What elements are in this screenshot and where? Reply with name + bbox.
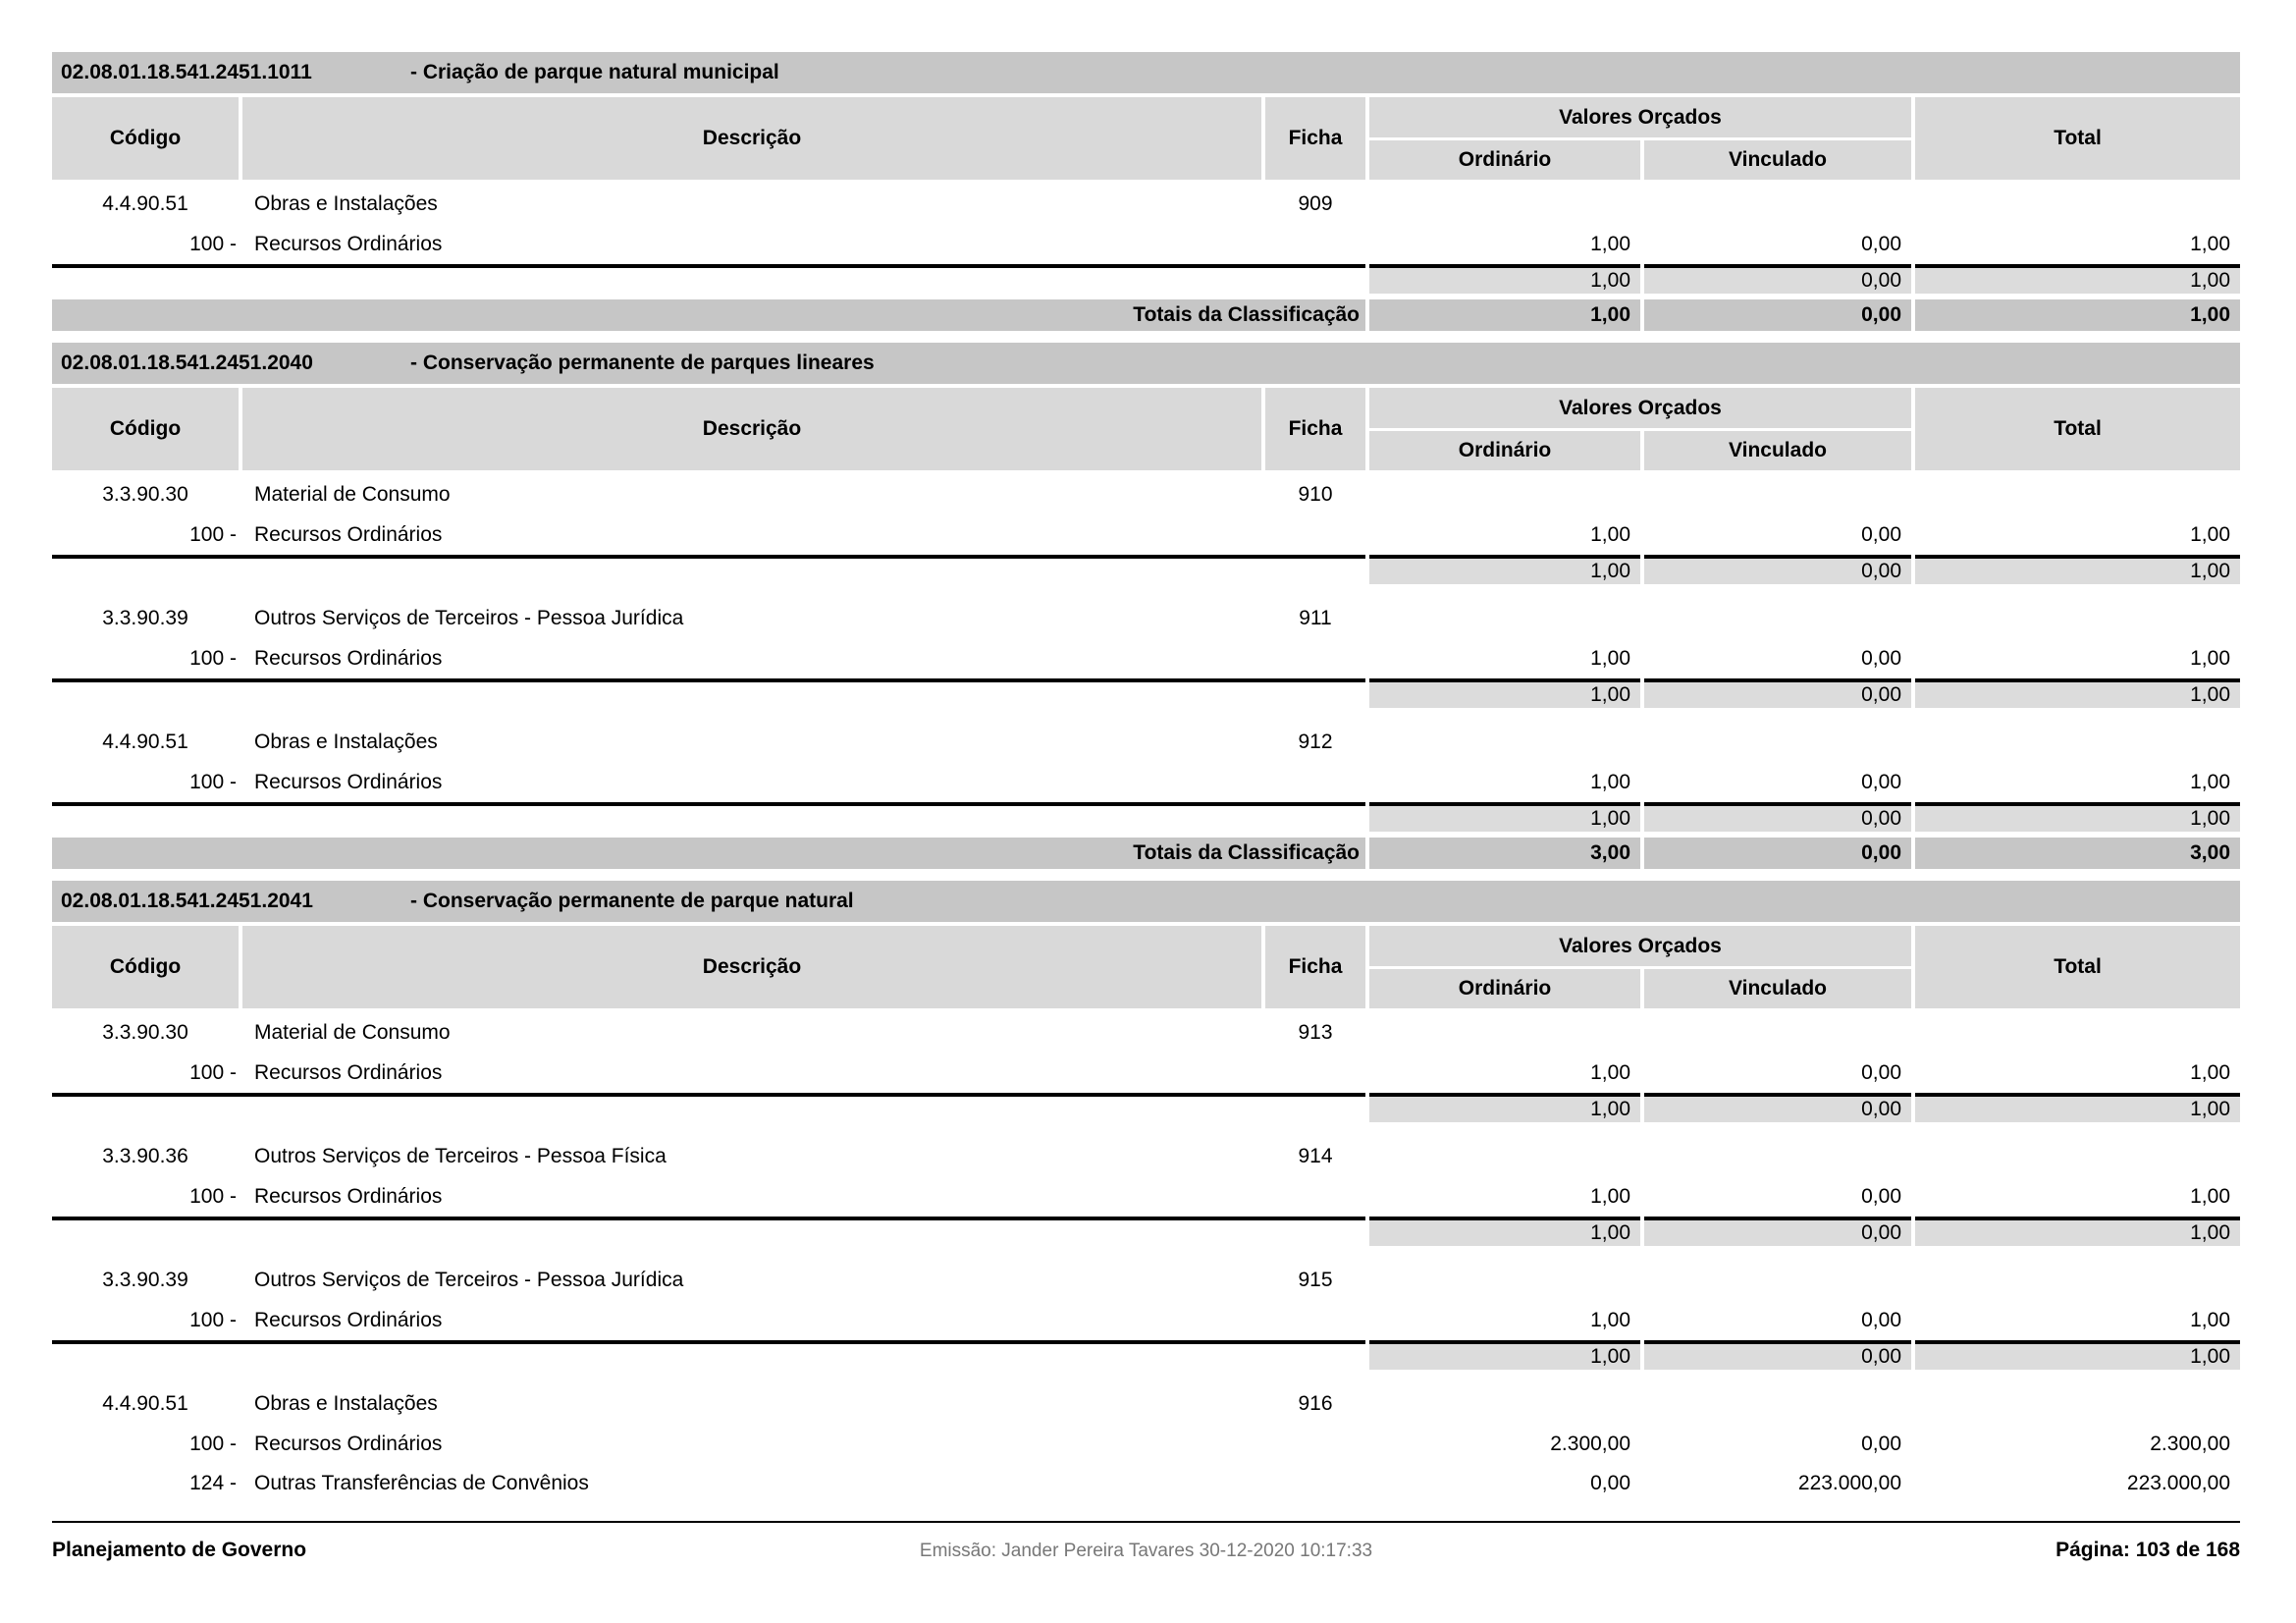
resource-row [52,1177,2240,1217]
column-header-valores-orcados: Valores Orçados [1369,388,1911,428]
expense-code: 3.3.90.30 [102,1021,188,1044]
column-header-codigo: Código [52,97,239,180]
subtotal-ordinario-value: 1,00 [1369,1340,1640,1370]
subtotal-total-value: 1,00 [1915,555,2240,584]
group-subtotal-row [52,1217,2240,1246]
resource-total-value: 1,00 [2190,771,2230,793]
subtotal-vinculado-value: 0,00 [1644,1093,1911,1122]
resource-row [52,515,2240,555]
column-header-total: Total [1915,97,2240,180]
resource-label: Recursos Ordinários [254,1185,443,1208]
table-header [52,97,2240,180]
resource-total-value: 1,00 [2190,233,2230,255]
resource-row [52,763,2240,802]
resource-vinculado-value: 0,00 [1861,1433,1901,1455]
column-header-vinculado: Vinculado [1644,969,1911,1008]
section-rows [52,474,2240,869]
resource-ordinario-value: 1,00 [1590,1061,1630,1084]
classification-header-bar [52,881,2240,922]
resource-total-value: 1,00 [2190,1309,2230,1331]
column-header-vinculado: Vinculado [1644,431,1911,470]
subtotal-total-value: 1,00 [1915,264,2240,294]
resource-number: 100 - [189,233,237,255]
resource-label: Recursos Ordinários [254,647,443,670]
subtotal-vinculado-value: 0,00 [1644,1217,1911,1246]
group-subtotal-row [52,555,2240,584]
page-footer [52,1521,2240,1562]
expense-description: Outros Serviços de Terceiros - Pessoa Física [254,1145,667,1167]
budget-report [52,52,2240,1503]
classification-totals-row [52,838,2240,869]
classification-title: - Criação de parque natural municipal [410,61,779,83]
resource-vinculado-value: 0,00 [1861,771,1901,793]
totals-ordinario-value: 1,00 [1369,299,1640,331]
expense-item-row [52,1383,2240,1425]
subtotal-divider [52,264,1365,294]
classification-header-bar [52,52,2240,93]
column-header-ordinario: Ordinário [1369,969,1640,1008]
expense-code: 4.4.90.51 [102,730,188,753]
resource-number: 100 - [189,1433,237,1455]
expense-description: Obras e Instalações [254,730,438,753]
group-subtotal-row [52,1093,2240,1122]
expense-ficha: 916 [1298,1392,1333,1415]
expense-item-row [52,722,2240,763]
footer-report-title: Planejamento de Governo [52,1539,307,1561]
footer-emission-info: Emissão: Jander Pereira Tavares 30-12-2020 10:17:33 [919,1541,1373,1561]
expense-code: 4.4.90.51 [102,192,188,215]
resource-ordinario-value: 1,00 [1590,1309,1630,1331]
subtotal-vinculado-value: 0,00 [1644,555,1911,584]
column-header-valores-orcados: Valores Orçados [1369,926,1911,966]
resource-row [52,1464,2240,1503]
subtotal-total-value: 1,00 [1915,678,2240,708]
subtotal-ordinario-value: 1,00 [1369,802,1640,832]
column-header-ficha: Ficha [1265,97,1365,180]
classification-section [52,343,2240,869]
resource-total-value: 1,00 [2190,647,2230,670]
expense-code: 3.3.90.39 [102,607,188,629]
expense-description: Material de Consumo [254,483,451,506]
subtotal-total-value: 1,00 [1915,1093,2240,1122]
expense-description: Obras e Instalações [254,192,438,215]
resource-number: 100 - [189,1061,237,1084]
resource-total-value: 223.000,00 [2126,1472,2230,1494]
resource-row [52,1301,2240,1340]
group-subtotal-row [52,264,2240,294]
subtotal-vinculado-value: 0,00 [1644,1340,1911,1370]
expense-code: 4.4.90.51 [102,1392,188,1415]
resource-ordinario-value: 1,00 [1590,233,1630,255]
subtotal-ordinario-value: 1,00 [1369,264,1640,294]
totals-vinculado-value: 0,00 [1644,299,1911,331]
expense-code: 3.3.90.39 [102,1269,188,1291]
column-header-valores-orcados: Valores Orçados [1369,97,1911,137]
group-subtotal-row [52,802,2240,832]
resource-label: Recursos Ordinários [254,771,443,793]
column-header-ordinario: Ordinário [1369,140,1640,180]
expense-description: Outros Serviços de Terceiros - Pessoa Jurídica [254,1269,684,1291]
resource-number: 100 - [189,1185,237,1208]
expense-ficha: 915 [1298,1269,1333,1291]
expense-code: 3.3.90.30 [102,483,188,506]
classification-section [52,881,2240,1503]
resource-ordinario-value: 2.300,00 [1550,1433,1630,1455]
resource-label: Recursos Ordinários [254,523,443,546]
resource-vinculado-value: 0,00 [1861,1061,1901,1084]
expense-ficha: 913 [1298,1021,1333,1044]
column-header-codigo: Código [52,926,239,1008]
totals-vinculado-value: 0,00 [1644,838,1911,869]
column-header-ordinario: Ordinário [1369,431,1640,470]
column-header-ficha: Ficha [1265,926,1365,1008]
resource-ordinario-value: 1,00 [1590,523,1630,546]
classification-code: 02.08.01.18.541.2451.2040 [61,352,313,374]
subtotal-vinculado-value: 0,00 [1644,802,1911,832]
subtotal-divider [52,1093,1365,1122]
resource-label: Recursos Ordinários [254,1061,443,1084]
subtotal-ordinario-value: 1,00 [1369,1093,1640,1122]
classification-code: 02.08.01.18.541.2451.2041 [61,890,313,912]
expense-ficha: 914 [1298,1145,1333,1167]
expense-description: Material de Consumo [254,1021,451,1044]
resource-vinculado-value: 0,00 [1861,1309,1901,1331]
subtotal-ordinario-value: 1,00 [1369,1217,1640,1246]
totals-total-value: 1,00 [1915,299,2240,331]
subtotal-total-value: 1,00 [1915,1217,2240,1246]
subtotal-divider [52,678,1365,708]
expense-ficha: 909 [1298,192,1333,215]
subtotal-total-value: 1,00 [1915,1340,2240,1370]
expense-item-row [52,598,2240,639]
expense-item-row [52,474,2240,515]
classification-title: - Conservação permanente de parques lineares [410,352,875,374]
footer-page-number: Página: 103 de 168 [2056,1539,2240,1561]
resource-vinculado-value: 0,00 [1861,647,1901,670]
expense-description: Outros Serviços de Terceiros - Pessoa Jurídica [254,607,684,629]
column-header-vinculado: Vinculado [1644,140,1911,180]
column-header-ficha: Ficha [1265,388,1365,470]
resource-number: 124 - [189,1472,237,1494]
footer-row [52,1539,2240,1562]
resource-total-value: 1,00 [2190,1061,2230,1084]
classification-header-bar [52,343,2240,384]
classification-totals-row [52,299,2240,331]
subtotal-divider [52,555,1365,584]
group-subtotal-row [52,1340,2240,1370]
table-header [52,926,2240,1008]
column-header-descricao: Descrição [242,97,1261,180]
classification-section [52,52,2240,331]
table-header [52,388,2240,470]
expense-item-row [52,184,2240,225]
subtotal-vinculado-value: 0,00 [1644,264,1911,294]
resource-label: Recursos Ordinários [254,233,443,255]
classification-title: - Conservação permanente de parque natural [410,890,854,912]
expense-ficha: 912 [1298,730,1333,753]
subtotal-divider [52,1340,1365,1370]
resource-ordinario-value: 1,00 [1590,771,1630,793]
resource-label: Recursos Ordinários [254,1309,443,1331]
expense-ficha: 911 [1299,607,1332,629]
expense-ficha: 910 [1298,483,1333,506]
expense-code: 3.3.90.36 [102,1145,188,1167]
resource-total-value: 1,00 [2190,1185,2230,1208]
resource-total-value: 1,00 [2190,523,2230,546]
resource-number: 100 - [189,647,237,670]
subtotal-divider [52,1217,1365,1246]
resource-label: Outras Transferências de Convênios [254,1472,589,1494]
resource-ordinario-value: 0,00 [1590,1472,1630,1494]
subtotal-ordinario-value: 1,00 [1369,678,1640,708]
subtotal-vinculado-value: 0,00 [1644,678,1911,708]
section-rows [52,184,2240,331]
subtotal-divider [52,802,1365,832]
expense-description: Obras e Instalações [254,1392,438,1415]
resource-vinculado-value: 0,00 [1861,1185,1901,1208]
classification-code: 02.08.01.18.541.2451.1011 [61,61,312,83]
resource-row [52,639,2240,678]
resource-row [52,1054,2240,1093]
totals-total-value: 3,00 [1915,838,2240,869]
resource-row [52,225,2240,264]
resource-number: 100 - [189,1309,237,1331]
column-header-total: Total [1915,388,2240,470]
column-header-descricao: Descrição [242,388,1261,470]
totals-ordinario-value: 3,00 [1369,838,1640,869]
resource-label: Recursos Ordinários [254,1433,443,1455]
subtotal-total-value: 1,00 [1915,802,2240,832]
resource-ordinario-value: 1,00 [1590,647,1630,670]
resource-vinculado-value: 0,00 [1861,233,1901,255]
group-subtotal-row [52,678,2240,708]
subtotal-ordinario-value: 1,00 [1369,555,1640,584]
expense-item-row [52,1136,2240,1177]
column-header-codigo: Código [52,388,239,470]
resource-row [52,1425,2240,1464]
resource-ordinario-value: 1,00 [1590,1185,1630,1208]
resource-number: 100 - [189,771,237,793]
resource-vinculado-value: 223.000,00 [1797,1472,1901,1494]
resource-vinculado-value: 0,00 [1861,523,1901,546]
totals-label: Totais da Classificação [52,299,1365,331]
resource-total-value: 2.300,00 [2150,1433,2230,1455]
column-header-total: Total [1915,926,2240,1008]
section-rows [52,1012,2240,1503]
resource-number: 100 - [189,523,237,546]
column-header-descricao: Descrição [242,926,1261,1008]
totals-label: Totais da Classificação [52,838,1365,869]
expense-item-row [52,1260,2240,1301]
expense-item-row [52,1012,2240,1054]
